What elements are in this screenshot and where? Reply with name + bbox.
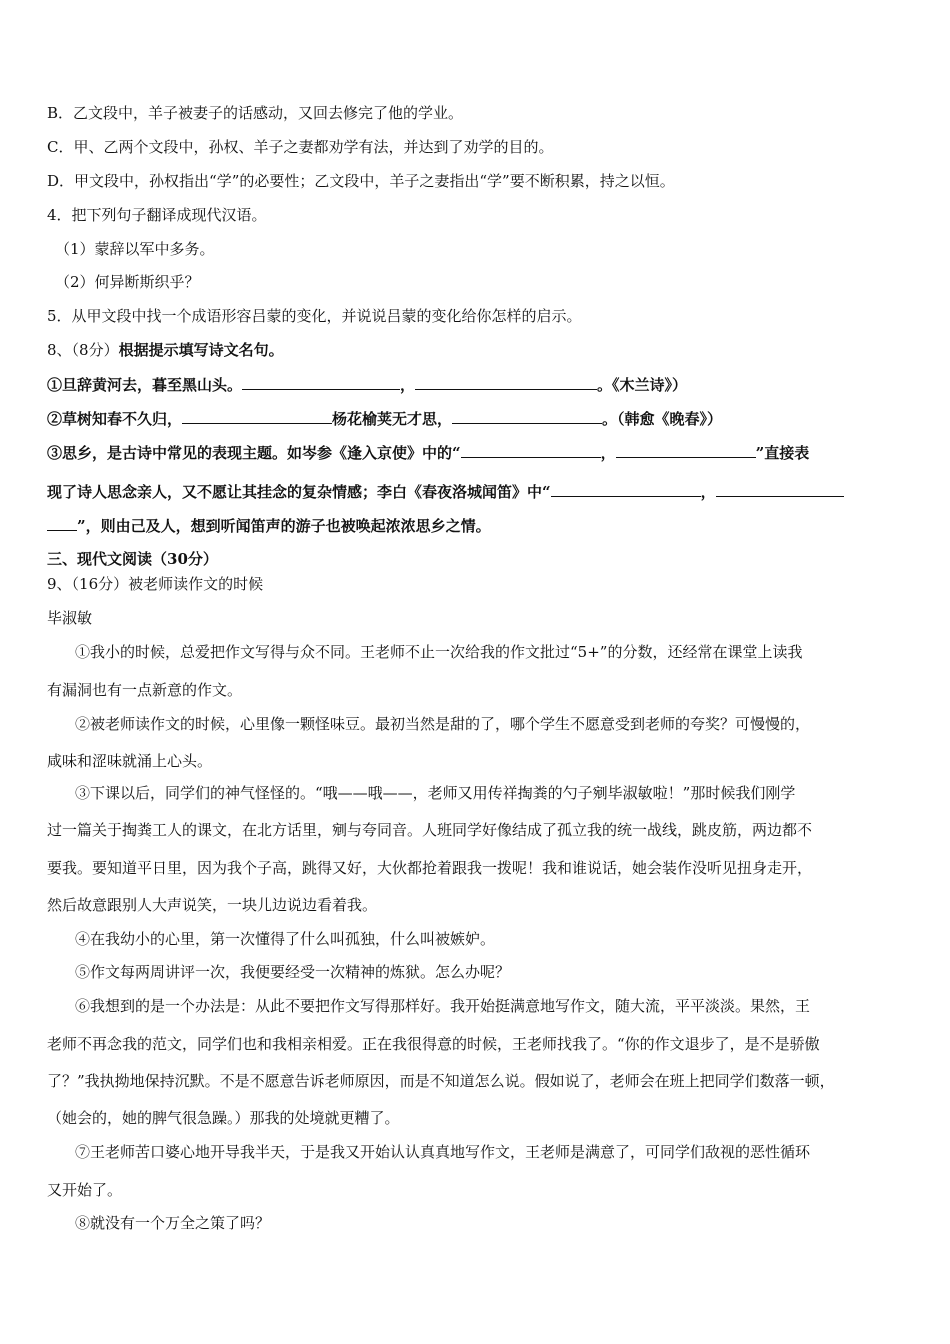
paragraph-line: （她会的，她的脾气很急躁。）那我的处境就更糟了。 [47,1109,400,1127]
question-8-prompt: 根据提示填写诗文名句。 [118,341,284,359]
paragraph-line: 了？”我执拗地保持沉默。不是不愿意告诉老师原因，而是不知道怎么说。假如说了，老师会在班上把同学们数落一顿， [47,1072,835,1090]
question-4-item-1: （1）蒙辞以军中多务。 [55,240,215,258]
fill-blank[interactable] [616,442,756,458]
fill-blank[interactable] [47,515,77,531]
question-9-title: 9、（16分）被老师读作文的时候 [47,575,264,593]
paragraph-line: 有漏洞也有一点新意的作文。 [47,681,243,699]
question-8-line-1: ①旦辞黄河去，暮至黑山头。 ， 。《木兰诗》） [47,376,688,394]
question-8-line-5: ”，则由己及人，想到听闻笛声的游子也被唤起浓浓思乡之情。 [47,515,903,536]
paragraph-line: ⑤作文每两周讲评一次，我便要经受一次精神的炼狱。怎么办呢？ [75,963,511,981]
section-3-heading: 三、现代文阅读（30分） [47,550,218,568]
option-c: C．甲、乙两个文段中，孙权、羊子之妻都劝学有法，并达到了劝学的目的。 [47,138,554,156]
question-8-line-4: 现了诗人思念亲人，又不愿让其挂念的复杂情感；李白《春夜洛城闻笛》中“ ， [47,481,903,502]
option-d: D．甲文段中，孙权指出“学”的必要性；乙文段中，羊子之妻指出“学”要不断积累，持之以恒。 [47,172,675,190]
fill-blank[interactable] [182,408,332,424]
question-8-line-3: ③思乡，是古诗中常见的表现主题。如岑参《逢入京使》中的“ ， ”直接表 [47,444,810,462]
question-5: 5．从甲文段中找一个成语形容吕蒙的变化，并说说吕蒙的变化给你怎样的启示。 [47,307,582,325]
question-4-item-2: （2）何异断斯织乎？ [55,273,200,291]
paragraph-line: 过一篇关于掏粪工人的课文，在北方话里，剜与夸同音。人班同学好像结成了孤立我的统一战线，跳皮筋，两边都不 [47,821,813,839]
paragraph-line: ④在我幼小的心里，第一次懂得了什么叫孤独，什么叫被嫉妒。 [75,930,496,948]
paragraph-line: 然后故意跟别人大声说笑，一块儿边说边看着我。 [47,896,378,914]
paragraph-line: 咸味和涩味就涌上心头。 [47,752,213,770]
paragraph-line: 老师不再念我的范文，同学们也和我相亲相爱。正在我很得意的时候，王老师找我了。“你的作文退步了，是不是骄傲 [47,1035,820,1053]
fill-blank[interactable] [242,374,400,390]
paragraph-line: ⑥我想到的是一个办法是：从此不要把作文写得那样好。我开始挺满意地写作文，随大流，平平淡淡。果然，王 [75,997,811,1015]
question-8-title [47,340,903,360]
fill-blank[interactable] [452,408,602,424]
fill-blank[interactable] [551,481,701,497]
question-8-line-2: ②草树知春不久归， 杨花榆荚无才思， 。（韩愈《晚春》） [47,410,723,428]
fill-blank[interactable] [716,481,844,497]
fill-blank[interactable] [461,442,601,458]
option-b: B．乙文段中，羊子被妻子的话感动，又回去修完了他的学业。 [47,104,464,122]
paragraph-line: ①我小的时候，总爱把作文写得与众不同。王老师不止一次给我的作文批过“5+”的分数，还经常在课堂上读我 [75,643,803,661]
fill-blank[interactable] [415,374,597,390]
question-4-title: 4．把下列句子翻译成现代汉语。 [47,206,267,224]
paragraph-line: ⑦王老师苦口婆心地开导我半天，于是我又开始认认真真地写作文，王老师是满意了，可同学们敌视的恶性循环 [75,1143,811,1161]
question-8-prefix: 8、（8分） [47,341,119,359]
paragraph-line: 又开始了。 [47,1181,123,1199]
paragraph-line: 要我。要知道平日里，因为我个子高，跳得又好，大伙都抢着跟我一拨呢！我和谁说话，她会装作没听见扭身走开， [47,859,813,877]
paragraph-line: ③下课以后，同学们的神气怪怪的。“哦——哦——，老师又用传祥掏粪的勺子剜毕淑敏啦！”那时候我们刚学 [75,784,796,802]
paragraph-line: ②被老师读作文的时候，心里像一颗怪味豆。最初当然是甜的了，哪个学生不愿意受到老师的夸奖？可慢慢的， [75,715,811,733]
author: 毕淑敏 [47,609,93,627]
paragraph-line: ⑧就没有一个万全之策了吗？ [75,1214,271,1232]
